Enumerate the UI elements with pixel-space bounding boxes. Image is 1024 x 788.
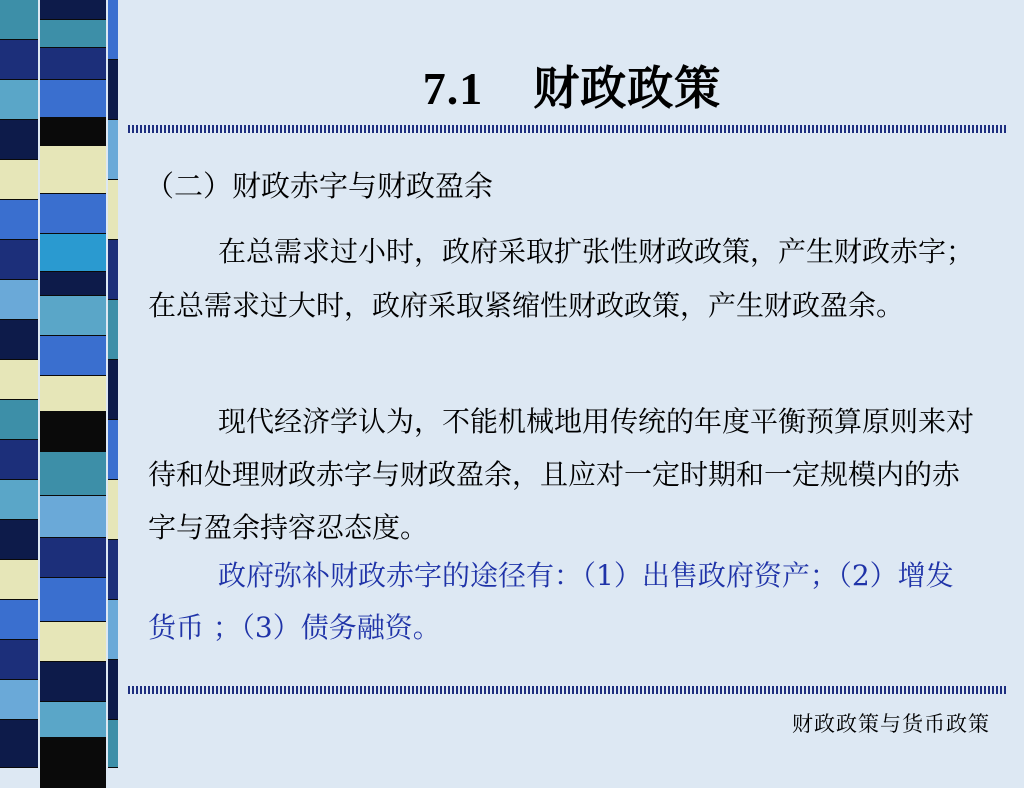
paragraph-2: 现代经济学认为，不能机械地用传统的年度平衡预算原则来对待和处理财政赤字与财政盈余，且应对一定时期和一定规模内的赤字与盈余持容忍态度。 <box>148 405 975 544</box>
slide-title-text: 财政政策 <box>533 61 722 115</box>
paragraph-3-highlighted: 政府弥补财政赤字的途径有：（1）出售政府资产；（2）增发货币 ；（3）债务融资。 <box>148 559 954 644</box>
top-divider <box>128 125 1006 133</box>
paragraph-1: 在总需求过小时，政府采取扩张性财政政策，产生财政赤字；在总需求过大时，政府采取紧缩性财政政策，产生财政盈余。 <box>148 235 975 322</box>
section-subheading: （二）财政赤字与财政盈余 <box>145 169 494 203</box>
bottom-divider <box>128 686 1006 694</box>
slide-title <box>0 52 1024 118</box>
footer-caption: 财政政策与货币政策 <box>792 712 990 736</box>
slide-title-number: 7.1 <box>422 63 484 114</box>
